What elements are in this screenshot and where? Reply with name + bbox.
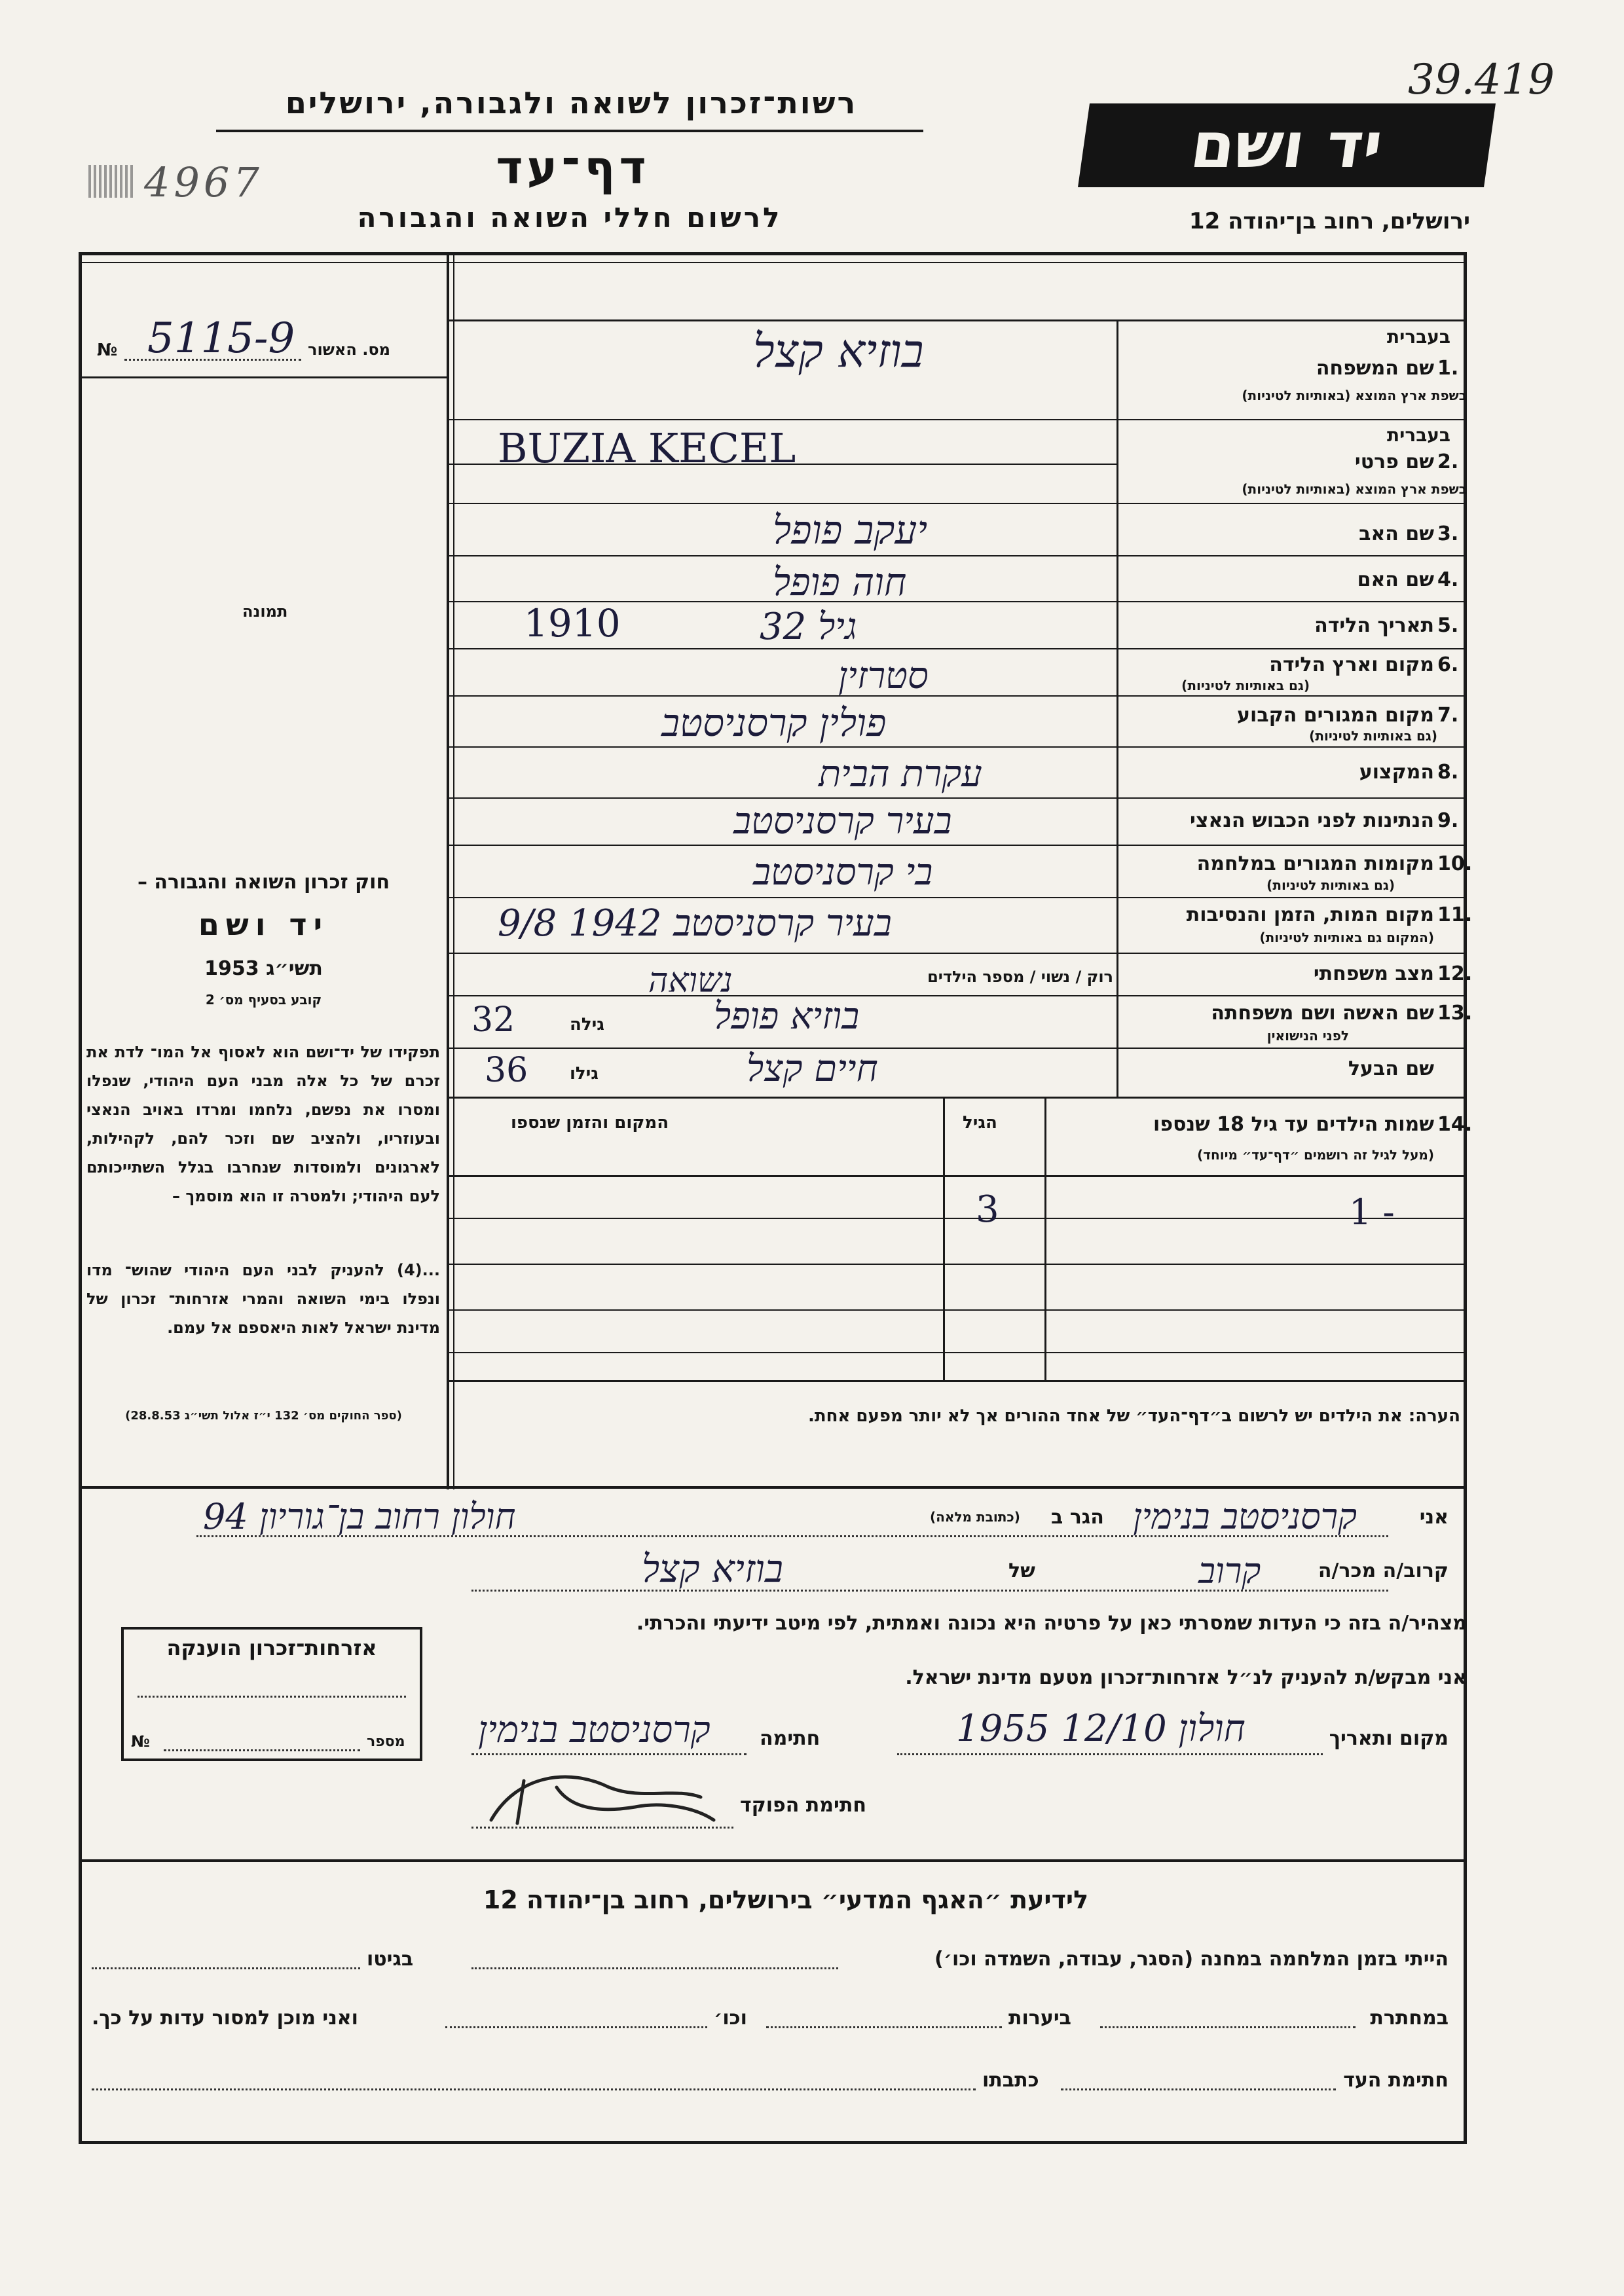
row-divider (449, 746, 1464, 748)
citizenship-number-symbol: № (131, 1732, 150, 1751)
row-divider (449, 503, 1464, 504)
wife-age-value[interactable]: 32 (471, 1000, 515, 1040)
place-date-value[interactable]: חולון 12/10 1955 (956, 1707, 1246, 1750)
children-row-rule (449, 1352, 1464, 1353)
wife-age-label: גילה (570, 1015, 604, 1034)
husband-age-value[interactable]: 36 (485, 1051, 528, 1090)
field-3-number: 3. (1437, 522, 1459, 545)
approval-number: 5115-9 (147, 314, 295, 363)
field-8-value[interactable]: עקרת הבית (819, 753, 982, 795)
info-ghetto-dots (92, 1967, 360, 1969)
declarant-address[interactable]: חולון רחוב בן־גוריון 94 (203, 1496, 516, 1537)
law-year: תשי״ג 1953 (204, 957, 323, 980)
top-rule (449, 319, 1464, 321)
field-13-value[interactable]: בוזיא פופל (714, 995, 860, 1038)
row-divider (449, 648, 1464, 649)
declarant-prefix: אני (1419, 1506, 1449, 1529)
field-10-number: 10. (1437, 852, 1473, 875)
info-title: לידיעת ״האגף המדעי״ בירושלים, רחוב בן־יהודה 12 (483, 1886, 1089, 1914)
form-title: דף־עד (496, 141, 650, 194)
field-13-number: 13. (1437, 1002, 1473, 1025)
marital-options: רוק / נשוי / מספר הילדים (927, 968, 1113, 986)
declaration-text: מצהיר/ה בזה כי העדות שמסרתי כאן על פרטיה היא נכונה ואמתית, לפי מיטב ידיעתי והכרתי. (636, 1612, 1467, 1635)
field-3-value[interactable]: יעקב פופל (773, 507, 928, 553)
row-divider (449, 555, 1464, 556)
officer-signature (478, 1761, 740, 1840)
resides-label: הגר ב (1051, 1506, 1104, 1529)
place-date-label: מקום ותאריך (1329, 1727, 1449, 1750)
field-5-value[interactable]: 1910 (524, 601, 621, 646)
field-1-number: 1. (1437, 357, 1459, 380)
left-column-inner-divider (453, 252, 454, 1489)
child-1-name[interactable]: 1 - (1349, 1192, 1395, 1233)
field-12-value[interactable]: נשואה (648, 961, 733, 1000)
info-rule (82, 1859, 1464, 1862)
info-forests-dots (766, 2026, 1002, 2028)
authority-name: רשות־זכרון לשואה ולגבורה, ירושלים (285, 85, 858, 120)
citizenship-title: אזרחות־זכרון הוענקה (166, 1635, 377, 1660)
request-text: אני מבקש/ת להעניק לנ״ל אזרחות־זכרון מטעם מדינת ישראל. (905, 1666, 1467, 1689)
children-row-rule (449, 1264, 1464, 1265)
info-line1-dots (471, 1967, 838, 1969)
of-name[interactable]: בוזיא קצל (642, 1546, 783, 1591)
corner-number: 39.419 (1408, 56, 1555, 104)
of-label: של (1008, 1559, 1035, 1582)
row-divider (449, 1048, 1464, 1049)
info-witness-signature: חתימת העד (1343, 2069, 1449, 2092)
husband-label: שם הבעל (1348, 1057, 1434, 1080)
field-9-label: הנתינות לפני הכבוש הנאצי (1190, 809, 1434, 832)
yad-vashem-logo: יד ושם (1078, 103, 1496, 187)
field-5-number: 5. (1437, 614, 1459, 637)
row-divider (449, 797, 1464, 799)
field-6-sub: (גם באותיות לטיניות) (1181, 678, 1310, 693)
address-hint: (כתובת מלאה) (930, 1509, 1020, 1525)
info-forests: ביערות (1008, 2007, 1071, 2030)
field-11-value[interactable]: בעיר קרסניסטב 1942 9/8 (498, 902, 892, 945)
field-1-label: שם המשפחה (1316, 357, 1434, 380)
field-6-number: 6. (1437, 653, 1459, 676)
row-divider (449, 953, 1464, 954)
children-row-rule (449, 1218, 1464, 1219)
field-9-number: 9. (1437, 809, 1459, 832)
row-divider (449, 695, 1464, 697)
field-13-label: שם האשה ושם משפחתה (1211, 1002, 1434, 1025)
place-date-dots (897, 1753, 1323, 1755)
field-10-value[interactable]: בי קרסניסטב (753, 851, 933, 894)
remark-bottom-rule (82, 1486, 1464, 1489)
remark-text: הערה: את הילדים יש לרשום ב״דף־העד״ של אחד ההורים אך לא יותר מפעם אחת. (807, 1406, 1460, 1426)
approval-number-symbol: № (97, 340, 118, 360)
info-ready: ואני מוכן למסור עדות על כך. (92, 2007, 358, 2030)
field-1-value[interactable]: בוזיא קצל (753, 324, 924, 378)
info-line1: הייתי בזמן המלחמה במחנה (הסגר, עבודה, השמדה וכו׳) (934, 1948, 1449, 1971)
field-7-value[interactable]: פולין קרסניסטב (661, 701, 887, 745)
label-column-divider (1116, 321, 1118, 1097)
field-8-number: 8. (1437, 761, 1459, 784)
field-2-label: שם פרטי (1354, 450, 1434, 473)
row-divider (449, 897, 1464, 898)
row-divider (449, 419, 1464, 420)
info-address-dots (92, 2088, 976, 2090)
info-ghetto: בגיטו (367, 1948, 414, 1971)
field-2-hebrew-tag: בעברית (1386, 424, 1450, 446)
field-1-sub: בשפת ארץ המוצא (באותיות לטיניות) (1242, 388, 1467, 403)
barcode-smudge (88, 165, 133, 198)
law-title: חוק זכרון השואה והגבורה – (137, 871, 390, 894)
children-row-rule (449, 1309, 1464, 1311)
approval-label: מס. האשור (308, 340, 390, 359)
signature-label: חתימה (760, 1727, 821, 1750)
field-8-label: המקצוע (1359, 761, 1434, 784)
field-7-sub: (גם באותיות לטיניות) (1309, 728, 1437, 744)
remark-rule (449, 1380, 1464, 1382)
children-note: (מעל לגיל זה רושמים ״דף־עד״ מיוחד) (1197, 1147, 1434, 1163)
field-11-label: מקום המות, הזמן והנסיבות (1186, 903, 1434, 926)
approval-rule (82, 376, 449, 378)
field-6-label: מקום וארץ הלידה (1269, 653, 1434, 676)
law-citation: (ספר החוקים מס׳ 132 י״ז אלול תשי״ג 28.8.53) (125, 1409, 402, 1423)
form-subtitle: לרשום חללי השואה והגבורה (357, 202, 783, 234)
husband-value[interactable]: חיים קצל (747, 1048, 878, 1090)
field-11-sub: (המקום גם באותיות לטיניות) (1259, 930, 1434, 945)
declarant-name[interactable]: קרסניסטב בנימין (1133, 1496, 1357, 1537)
info-etc-dots (445, 2026, 707, 2028)
field-2-number: 2. (1437, 450, 1459, 473)
field-10-sub: (גם באותיות לטיניות) (1266, 877, 1395, 893)
info-partisans: במחתרת (1370, 2007, 1449, 2030)
field-5-age[interactable]: גיל 32 (760, 606, 857, 648)
law-clause: קובע בסעיף מס׳ 2 (205, 992, 322, 1008)
field-12-label: מצב משפחתי (1313, 962, 1434, 985)
field-3-label: שם האב (1359, 522, 1434, 545)
field-13-sub: לפני הנישואין (1266, 1028, 1349, 1044)
citizenship-dots (138, 1696, 406, 1698)
child-1-age[interactable]: 3 (976, 1188, 999, 1231)
children-header-rule (449, 1175, 1464, 1177)
address: ירושלים, רחוב בן־יהודה 12 (1189, 208, 1470, 234)
children-col-age: הגיל (963, 1113, 997, 1133)
field-10-label: מקומות המגורים במלחמה (1196, 852, 1434, 875)
law-org: יד ושם (198, 907, 329, 942)
field-2-sub: בשפת ארץ המוצא (באותיות לטיניות) (1242, 481, 1467, 497)
info-address: כתבתו (982, 2069, 1039, 2092)
children-col-divider-1 (943, 1099, 945, 1380)
children-col-place: המקום והזמן שנספו (511, 1113, 669, 1133)
row-divider (449, 1097, 1464, 1099)
relation-value[interactable]: קרוב (1198, 1550, 1261, 1592)
citizenship-number-dots (164, 1749, 360, 1751)
field-2-value[interactable]: BUZIA KECEL (498, 424, 796, 472)
row-divider (449, 845, 1464, 846)
relation-label: קרוב/ה מכר/ה (1318, 1559, 1449, 1582)
law-paragraph-1: תפקידו של יד־ושם הוא לאסוף אל המו־ לדת את זכרם של כל אלה מבני העם היהודי, שנפלו ומסרו את נפשם, נלחמו ומרדו באויב הנאצי ובעוזריו, ולהציב שם וזכר להם, לקהילות, לארגונים ולמוסדות שנחרבו בגלל השתייכותם לעם היהודי; ולמטרה זו הוא מוסמך – (86, 1043, 440, 1205)
info-witness-dots (1061, 2088, 1336, 2090)
signature-dots (471, 1753, 747, 1755)
stamp-number: 4967 (144, 158, 263, 206)
info-partisans-dots (1100, 2026, 1356, 2028)
signature-value[interactable]: קרסניסטב בנימין (478, 1709, 710, 1751)
field-4-value[interactable]: חוה פופל (773, 560, 907, 604)
relation-dots (471, 1590, 1388, 1592)
field-9-value[interactable]: בעיר קרסניסטב (733, 800, 952, 843)
info-etc: וכו׳ (714, 2007, 747, 2030)
law-paragraph-2: ...(4) להעניק לבני העם היהודי שהוש־ מדו ונפלו בימי השואה והמרי אזרחות־ זכרון של מדינת ישראל לאות היאספם אל עמם. (86, 1261, 440, 1337)
frame-inner-top (82, 262, 1464, 263)
husband-age-label: גילו (570, 1064, 599, 1084)
declarant-dots (196, 1535, 1388, 1537)
field-7-label: מקום המגורים הקבוע (1237, 704, 1434, 727)
field-4-label: שם האם (1357, 568, 1434, 591)
citizenship-number-label: מספר (367, 1734, 405, 1750)
left-column-divider (447, 252, 449, 1489)
field-7-number: 7. (1437, 704, 1459, 727)
children-title: שמות הילדים עד גיל 18 שנספו (1153, 1113, 1434, 1136)
children-col-divider-2 (1044, 1099, 1046, 1380)
field-4-number: 4. (1437, 568, 1459, 591)
officer-label: חתימת הפוקד (740, 1794, 866, 1817)
field-1-hebrew-tag: בעברית (1386, 326, 1450, 348)
field-6-value[interactable]: סטרזין (838, 655, 929, 697)
field-5-label: תאריך הלידה (1314, 614, 1434, 637)
row-divider (449, 995, 1464, 996)
header-underline (216, 130, 923, 132)
children-number: 14. (1437, 1113, 1473, 1136)
field-11-number: 11. (1437, 903, 1473, 926)
photo-label: תמונה (242, 602, 288, 621)
field-12-number: 12. (1437, 962, 1473, 985)
